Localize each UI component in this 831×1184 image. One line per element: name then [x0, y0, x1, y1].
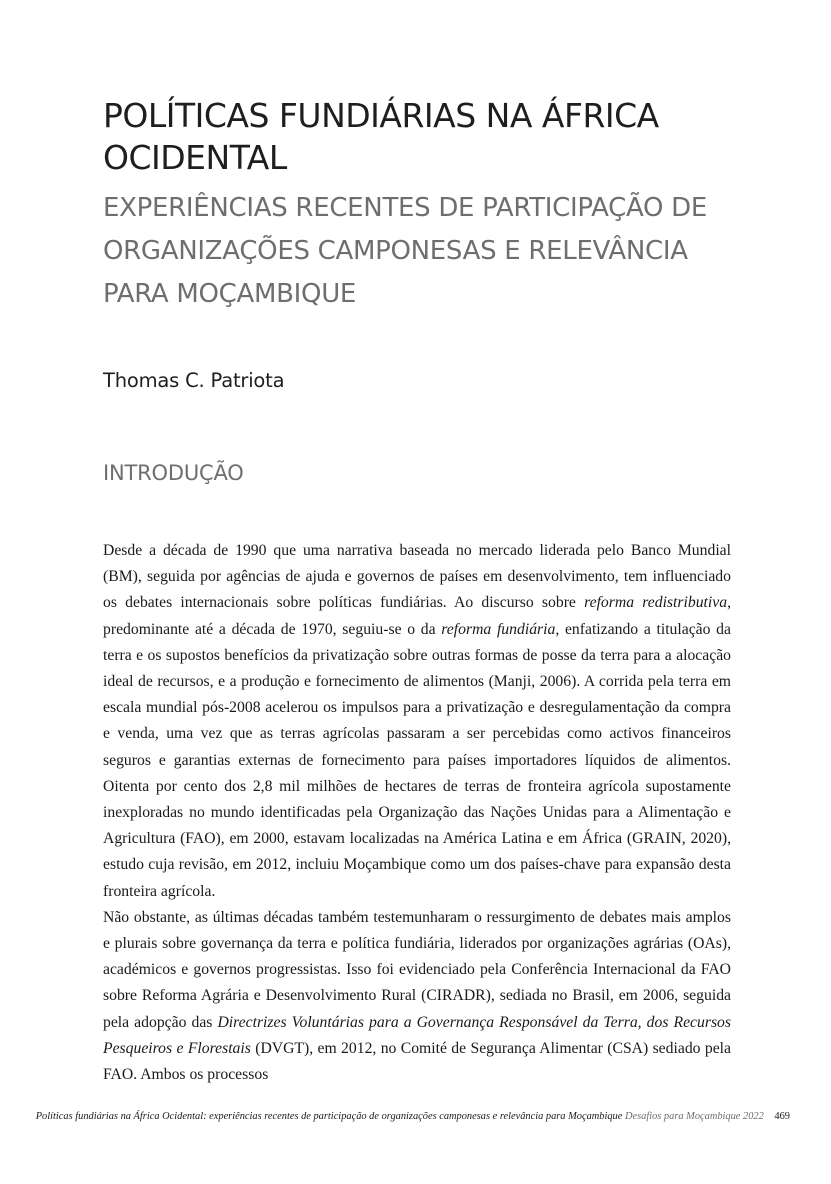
body-text	[103, 538, 731, 1088]
page-footer	[30, 1110, 790, 1124]
text-run: , enfatizando a titulação da terra e os supostos benefícios da privatização sobre outras formas de posse da terra para a alocação ideal de recursos, e a produção e fornecimento de alimentos (Manji, 2006). A corrida pela terra em escala mundial pós-2008 acelerou os impulsos para a privatização e desregulamentação da compra e venda, uma vez que as terras agrícolas passaram a ser percebidas como activos financeiros seguros e garantias externas de fornecimento para países importadores líquidos de alimentos. Oitenta por cento dos 2,8 mil milhões de hectares de terras de fronteira agrícola supostamente inexploradas no mundo identificadas pela Organização das Nações Unidas para a Alimentação e Agricultura (FAO), em 2000, estavam localizadas na América Latina e em África (GRAIN, 2020), estudo cuja revisão, em 2012, incluiu Moçambique como um dos países-chave para expansão desta fronteira agrícola.	[103, 620, 731, 900]
section-heading: INTRODUÇÃO	[103, 461, 244, 485]
series-name: Desafios para Moçambique 2022	[624, 1111, 764, 1122]
chapter-subtitle: EXPERIÊNCIAS RECENTES DE PARTICIPAÇÃO DE ORGANIZAÇÕES CAMPONESAS E RELEVÂNCIA PARA MOÇAMBIQUE	[103, 193, 708, 309]
paragraph	[103, 905, 731, 1088]
text-run: (DVGT), em 2012, no Comité de Segurança Alimentar (CSA) sediado pela FAO. Ambos os processos	[103, 1039, 731, 1084]
italic-title: Directrizes Voluntárias para a Governança Responsável da Terra, dos Recursos Pesqueiros e Florestais	[103, 1013, 731, 1057]
text-run: Não obstante, as últimas décadas também testemunharam o ressurgimento de debates mais amplos e plurais sobre governança da terra e política fundiária, liderados por organizações agrárias (OAs), académicos e governos progressistas. Isso foi evidenciado pela Conferência Internacional da FAO sobre Reforma Agrária e Desenvolvimento Rural (CIRADR), sediada no Brasil, em 2006, seguida pela adopção das	[103, 908, 731, 1031]
chapter-title: POLÍTICAS FUNDIÁRIAS NA ÁFRICA OCIDENTAL	[103, 96, 659, 177]
text-run: Desde a década de 1990 que uma narrativa baseada no mercado liderada pelo Banco Mundial (BM), seguida por agências de ajuda e governos de países em desenvolvimento, tem influenciado os debates internacionais sobre políticas fundiárias. Ao discurso sobre	[103, 542, 731, 612]
running-title: Políticas fundiárias na África Ocidental: experiências recentes de participação de organizações camponesas e relevância para Moçambique	[35, 1111, 623, 1122]
author-name: Thomas C. Patriota	[103, 369, 285, 392]
italic-term: reforma fundiária	[441, 620, 556, 638]
page-number: 469	[774, 1111, 790, 1122]
text-run: , predominante até a década de 1970, seguiu-se o da	[103, 594, 731, 638]
italic-term: reforma redistributiva	[584, 594, 728, 612]
paragraph	[103, 538, 731, 905]
